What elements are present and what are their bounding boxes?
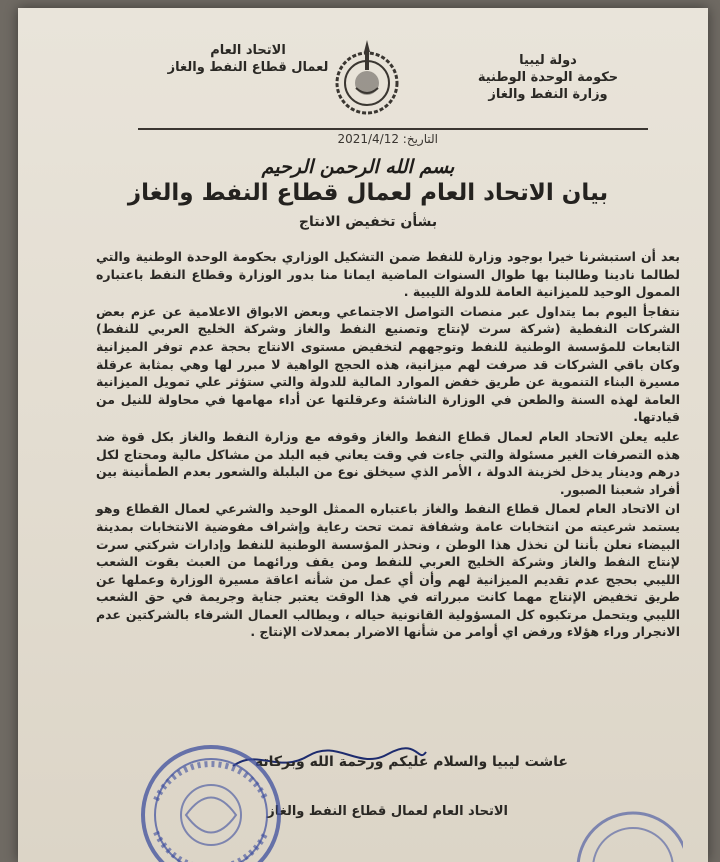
header-union <box>158 42 338 76</box>
date-value: 2021/4/12 <box>337 132 399 146</box>
official-stamp-icon <box>136 740 286 862</box>
header-union-line1: الاتحاد العام <box>210 43 286 58</box>
paragraph: بعد أن استبشرنا خيرا بوجود وزارة للنفط ضمن التشكيل الوزاري بحكومة الوحدة الوطنية والتي لطالما نادينا وطالبنا بها طوال السنوات الماضية ايمانا منا بدور الوزارة وقطاع النفط باعتباره الممول الوحيد للميزانية العامة للدولة الليبية . <box>96 249 680 300</box>
secondary-stamp-icon <box>563 798 683 862</box>
header-ministry: وزارة النفط والغاز <box>488 87 608 102</box>
signer-name: الاتحاد العام لعمال قطاع النفط والغاز <box>267 804 508 819</box>
paragraph: ان الاتحاد العام لعمال قطاع النفط والغاز باعتباره الممثل الوحيد والشرعي لعمال القطاع وهو يستمد شرعيته من انتخابات عامة وشفافة تمت تحت رعاية وإشراف مفوضية الانتخابات بمدينة البيضاء نعلن بأننا لن نخذل هذا الوطن ، ونحذر المؤسسة الوطنية للنفط وإدارات شركتي سرت لإنتاج النفط والغاز وشركة الخليج العربي للنفط ومن يقف ورائهما من العبث بقوت الشعب الليبي بحجج عدم تقديم الميزانية لهم وأن أي عمل من شأنه اعاقة مسيرة الوزارة وعملها عن طريق تخفيض الإنتاج مهما كانت مبرراته في هذا الوقت يعتبر جناية وجريمة في حق الشعب الليبي ويتحمل مرتكبوه كل المسؤولية القانونية حياله ، ويطالب العمال الشرفاء بالشركتين عدم الانجرار وراء هؤلاء ورفض اي أوامر من شأنها الاضرار بمعدلات الإنتاج . <box>96 501 680 640</box>
header-divider <box>138 128 648 130</box>
date-row <box>178 132 438 146</box>
statement-subtitle: بشأن تخفيض الانتاج <box>298 214 438 230</box>
header-government-name: حكومة الوحدة الوطنية <box>477 70 619 85</box>
paragraph: نتفاجأ اليوم بما يتداول عبر منصات التواصل الاجتماعي وبعض الابواق الاعلامية عن عزم بعض الشركات النفطية (شركة سرت لإنتاج وتصنيع النفط والغاز وشركة الخليج العربي للنفط) التابعات للمؤسسة الوطنية للنفط وتوجههم لتخفيض مستوى الانتاج بحجة عدم توفر الميزانية وكان باقي الشركات قد صرفت لهم ميزانية، هذه الحجج الواهية لا مبرر لها وهي بمثابة عرقلة مسيرة البناء التنموية عن طريق خفض الموارد المالية للدولة والتي ستؤثر علي تمويل الميزانية العامة لهذه السنة والطعن في الوزارة الناشئة وعرقلتها عن أداء مهامها في محاولة للنيل من قيادتها. <box>96 303 680 425</box>
header-union-line2: لعمال قطاع النفط والغاز <box>167 60 329 75</box>
header-government <box>458 52 638 103</box>
closing-greeting: عاشت ليبيا والسلام عليكم ورحمة الله وبركاته <box>254 754 568 770</box>
date-label: التاريخ: <box>402 132 438 146</box>
union-logo-icon <box>326 38 408 120</box>
basmala: بسم الله الرحمن الرحيم <box>261 156 455 178</box>
paragraph: عليه يعلن الاتحاد العام لعمال قطاع النفط والغاز وقوفه مع وزارة النفط والغاز بكل قوة ضد هذه التصرفات الغير مسئولة والتي جاءت في وقت يعاني فيه البلد من مشاكل مالية ومحتاج لكل درهم ودينار يدخل لخزينة الدولة ، الأمر الذي سيخلق نوع من البلبلة والشعور بعدم الطمأنينة بين أفراد شعبنا الصبور. <box>96 428 680 497</box>
header-country: دولة ليبيا <box>519 53 577 68</box>
document-page <box>18 8 708 862</box>
statement-body <box>96 248 680 643</box>
statement-title: بيان الاتحاد العام لعمال قطاع النفط والغاز <box>127 180 609 206</box>
